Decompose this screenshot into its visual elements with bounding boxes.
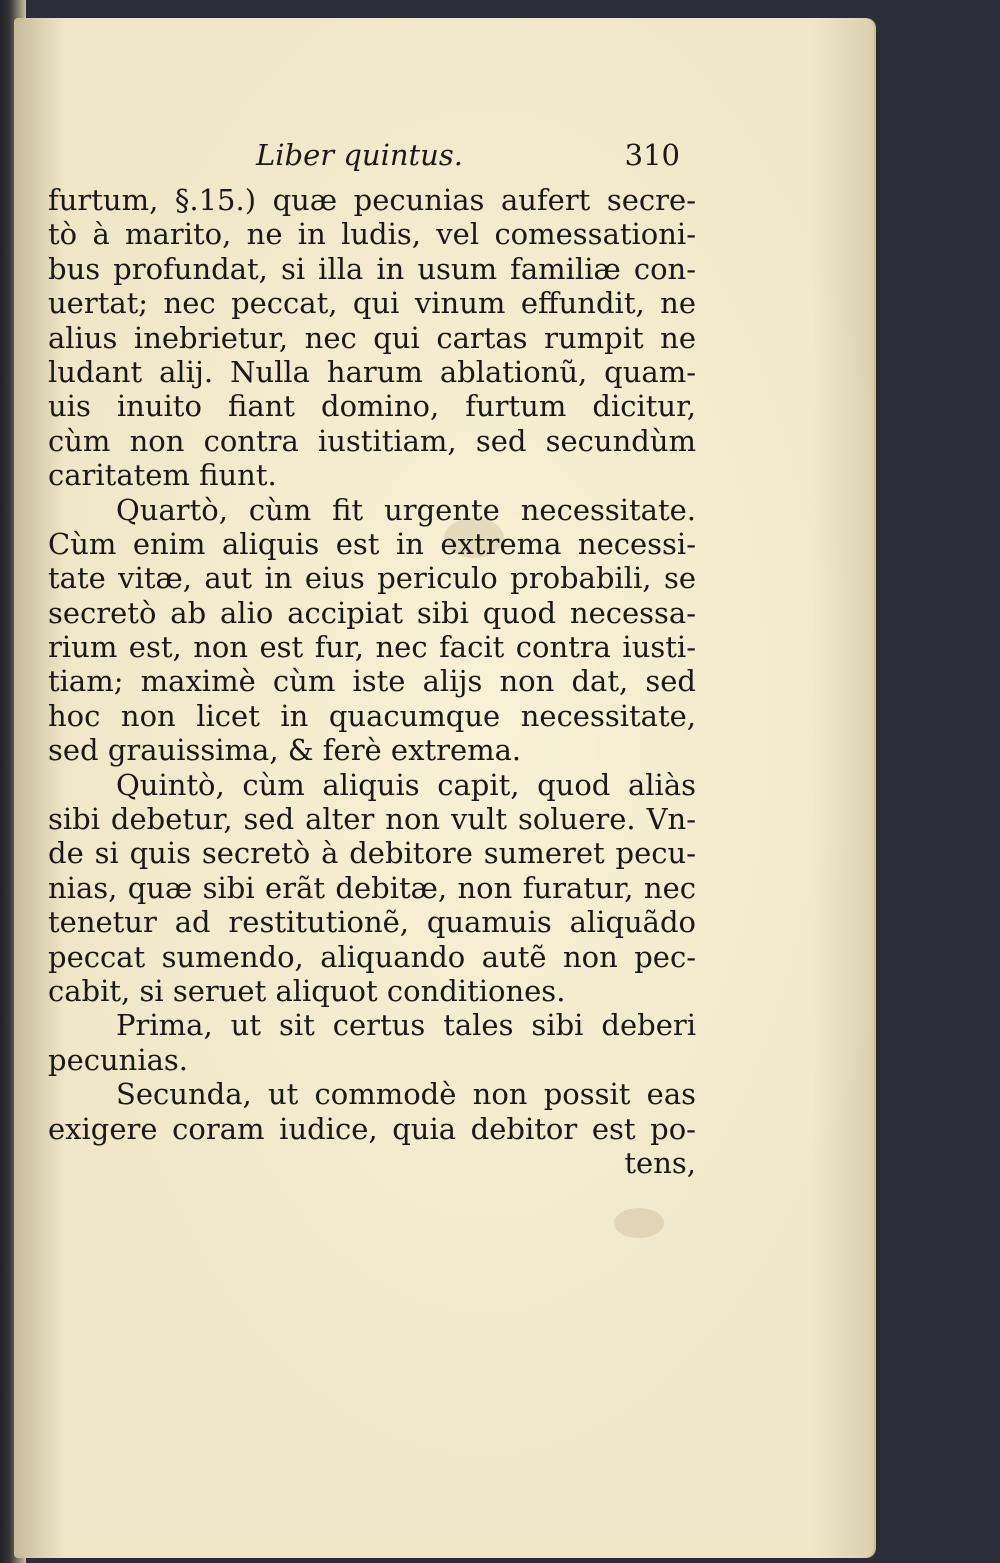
text-line: tò à marito, ne in ludis, vel comessationi- (48, 217, 696, 252)
paragraph-start-line: Secunda, ut commodè non possit eas (116, 1077, 696, 1112)
text-line: hoc non licet in quacumque necessitate, (48, 698, 696, 733)
text-line: caritatem fiunt. (48, 458, 277, 493)
page-number: 310 (624, 138, 680, 172)
text-line: uertat; nec peccat, qui vinum effundit, ne (48, 286, 696, 321)
text-block (48, 183, 696, 1180)
text-line: tenetur ad restitutionẽ, quamuis aliquãdo (48, 905, 696, 940)
text-line: secretò ab alio accipiat sibi quod necessa- (48, 595, 696, 630)
text-line: de si quis secretò à debitore sumeret pecu- (48, 836, 696, 871)
text-line: sibi debetur, sed alter non vult soluere. Vn- (48, 802, 696, 837)
text-line: uis inuito fiant domino, furtum dicitur, (48, 389, 696, 424)
text-line: pecunias. (48, 1042, 188, 1077)
text-line: bus profundat, si illa in usum familiæ con- (48, 251, 696, 286)
text-line: peccat sumendo, aliquando autẽ non pec- (48, 939, 696, 974)
text-line: furtum, §.15.) quæ pecunias aufert secre- (48, 183, 696, 217)
paragraph-start-line: Quintò, cùm aliquis capit, quod aliàs (116, 767, 696, 802)
text-line: nias, quæ sibi erãt debitæ, non furatur, nec (48, 870, 696, 905)
text-line: tiam; maximè cùm iste alijs non dat, sed (48, 664, 696, 699)
paragraph-start-line: Quartò, cùm fit urgente necessitate. (116, 492, 696, 527)
paper-stain (614, 1208, 664, 1238)
text-line: tate vitæ, aut in eius periculo probabili, se (48, 561, 696, 596)
text-line: Cùm enim aliquis est in extrema necessi- (48, 526, 696, 561)
text-line: alius inebrietur, nec qui cartas rumpit ne (48, 320, 696, 355)
page-header (32, 138, 680, 180)
running-head: Liber quintus. (256, 138, 463, 172)
text-line: exigere coram iudice, quia debitor est po- (48, 1111, 696, 1146)
text-line: sed grauissima, & ferè extrema. (48, 733, 522, 768)
catchword: tens, (624, 1145, 696, 1180)
text-line: cùm non contra iustitiam, sed secundùm (48, 423, 696, 458)
text-line: ludant alij. Nulla harum ablationũ, quam- (48, 354, 696, 389)
text-line: cabit, si seruet aliquot conditiones. (48, 973, 566, 1008)
text-line: rium est, non est fur, nec facit contra iusti- (48, 630, 696, 665)
paragraph-start-line: Prima, ut sit certus tales sibi deberi (116, 1008, 696, 1043)
